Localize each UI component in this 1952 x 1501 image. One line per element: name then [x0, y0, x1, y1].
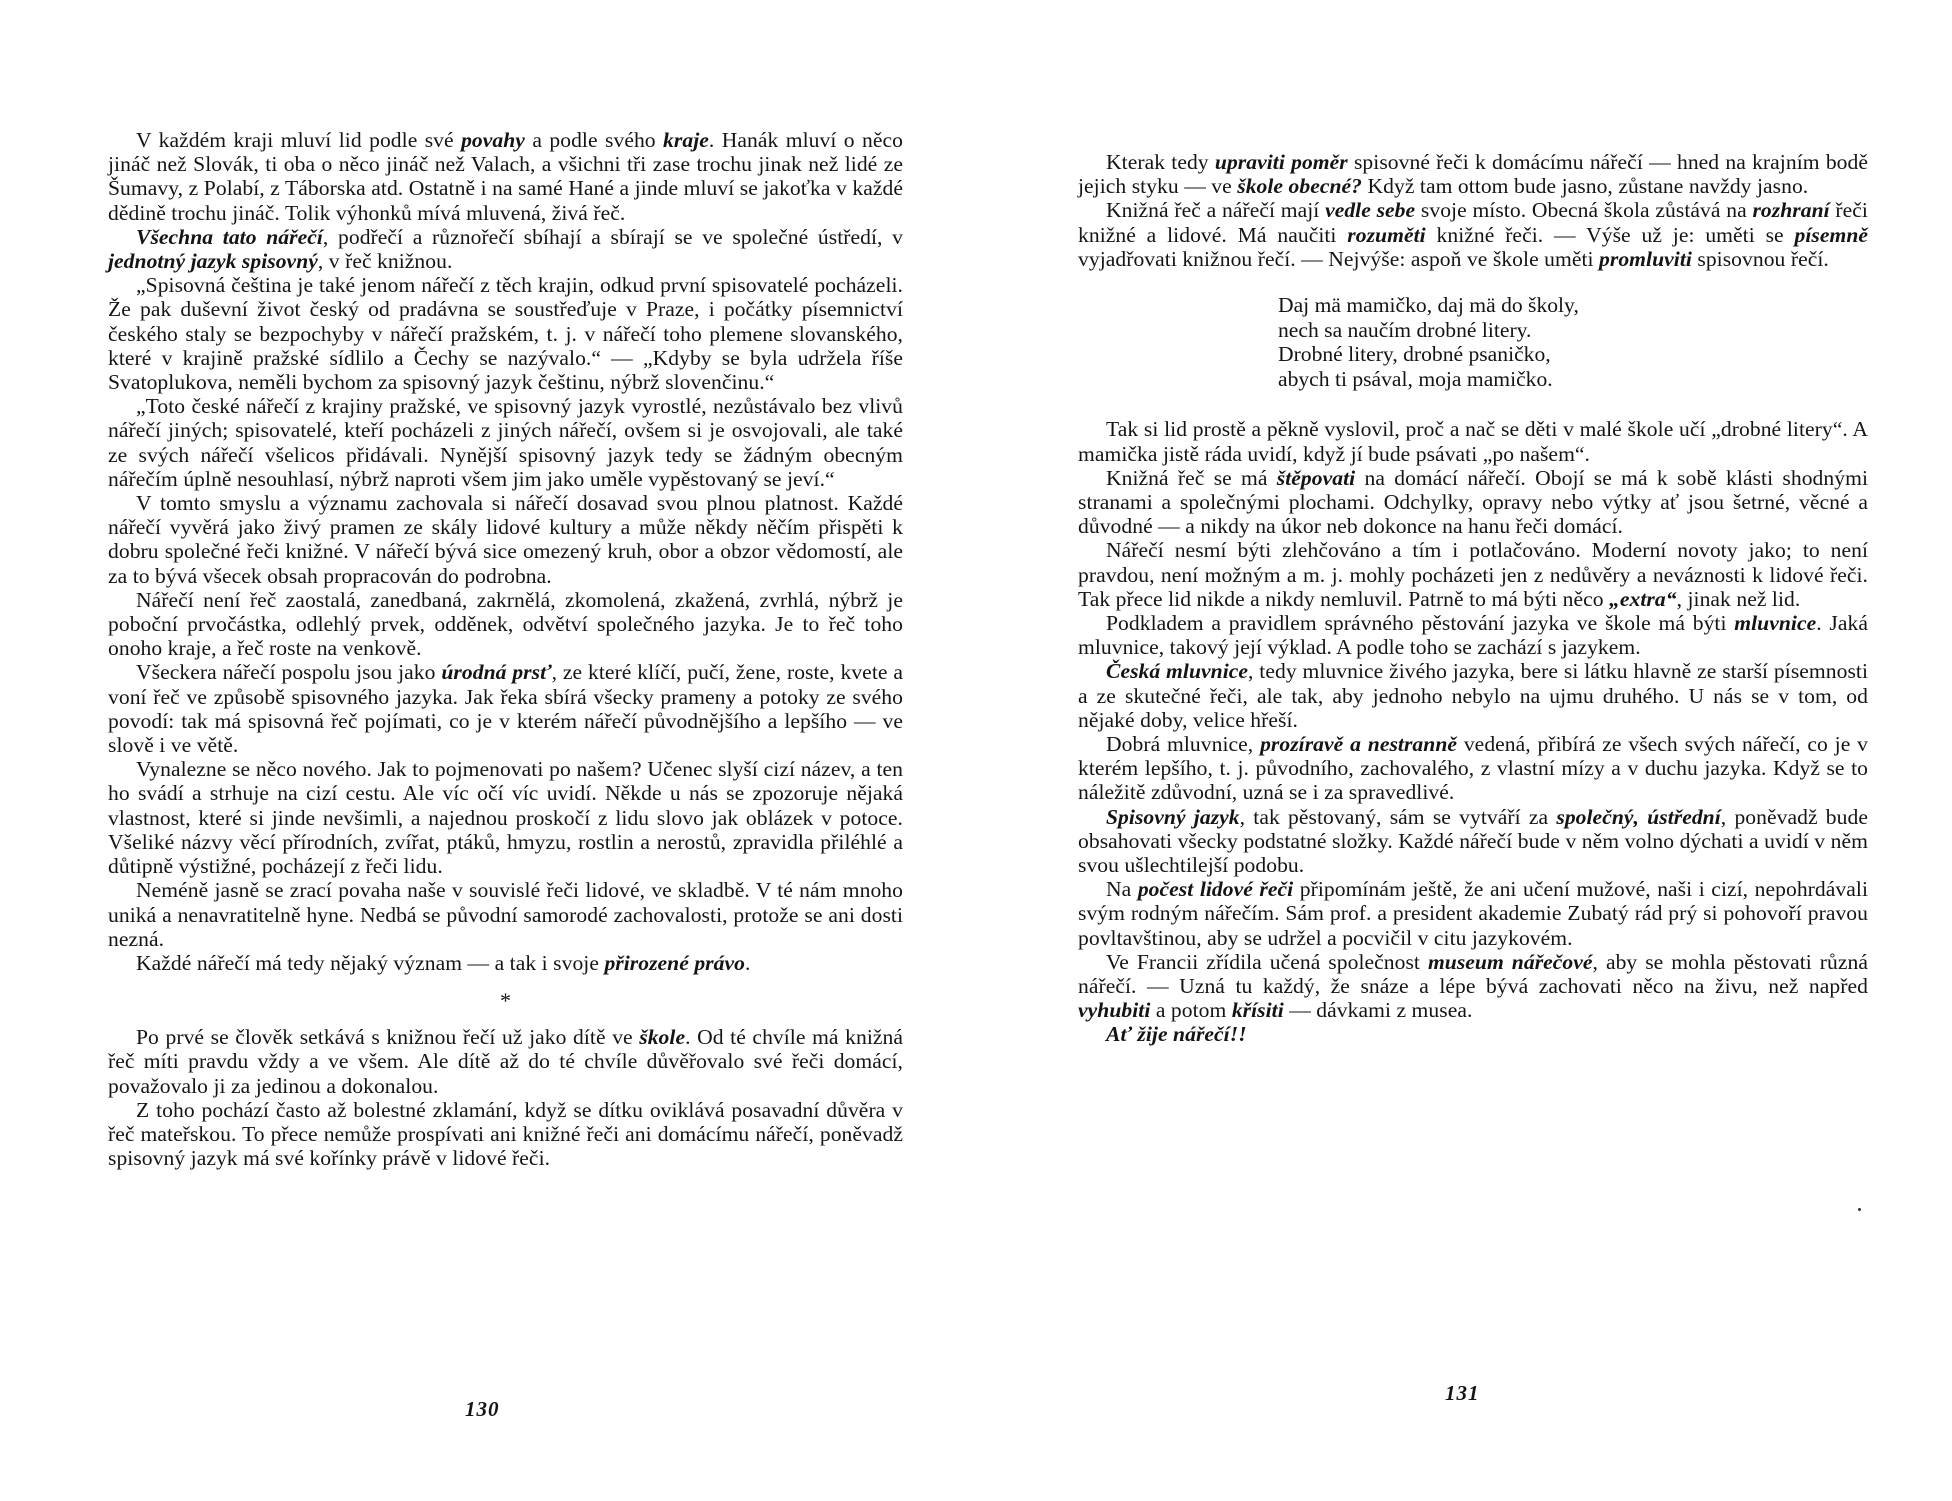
text-run: , tak pěstovaný, sám se vytváří za	[1239, 804, 1557, 829]
emphasized-text: Česká mluvnice	[1106, 659, 1249, 684]
emphasized-text: přirozené právo	[604, 950, 745, 975]
text-run: , tedy mluvnice živého jazyka, bere si látku hlavně ze starší písemnosti a ze skutečné řeči, ale tak, aby jednoho nebylo na ujmu druhého. U nás se v tom, od nějaké doby, velice hřeší.	[1078, 659, 1868, 732]
text-run: Ve Francii zřídila učená společnost	[1106, 949, 1428, 974]
paragraph	[1078, 877, 1868, 950]
text-run: knižné řeči. — Výše už je: uměti se	[1425, 222, 1795, 247]
emphasized-text: Spisovný jazyk	[1106, 804, 1240, 829]
text-run: spisovné řeči k domácímu nářečí — hned na krajním bodě jejich styku — ve	[1078, 150, 1868, 199]
text-run: Když tam ottom bude jasno, zůstane navždy jasno.	[1362, 174, 1809, 199]
paragraph: „Toto české nářečí z krajiny pražské, ve spisovný jazyk vyrostlé, nezůstávalo bez vlivů nářečí jiných; spisovatelé, kteří pocházeli z jiných nářečí, ovšem si je osvojovali, ale také ze svých nářečí všelicos přidávali. Nynější spisovný jazyk tedy se žádným obecným nářečím úplně nesouhlasí, nýbrž naproti všem jim jako uměle vypěstovaný se jeví.“	[108, 394, 903, 491]
text-run: , v řeč knižnou.	[317, 249, 453, 274]
text-run: Po prvé se člověk setkává s knižnou řečí už jako dítě ve	[136, 1025, 640, 1050]
text-run: , aby se mohla pěstovati různá nářečí. — Uzná tu každý, že snáze a lépe bývá zachovati něco na živu, než napřed	[1078, 949, 1869, 999]
page-number: 131	[1445, 1381, 1480, 1405]
folk-verse	[1278, 293, 1868, 391]
emphasized-text: písemně	[1794, 222, 1869, 247]
emphasized-text: škole obecné?	[1237, 174, 1363, 199]
emphasized-text: vyhubiti	[1078, 998, 1151, 1023]
text-run: Knižná řeč a nářečí mají	[1106, 198, 1326, 223]
text-run: .	[744, 950, 751, 975]
paragraph	[108, 660, 903, 757]
emphasized-text: společný, ústřední	[1556, 804, 1721, 829]
ink-speck	[1858, 1208, 1861, 1211]
paragraph: V tomto smyslu a významu zachovala si nářečí dosavad svou plnou platnost. Každé nářečí vyvěrá jako živý pramen ze skály lidové kultury a může někdy něčím přispěti k dobru společné řeči knižné. V nářečí bývá sice omezený kruh, obor a obzor vědomostí, ale za to bývá všecek obsah propracován do podrobna.	[108, 491, 903, 588]
text-run: připomínám ještě, že ani učení mužové, naši i cizí, nepohrdávali svým rodným nářečím. Sám prof. a president akademie Zubatý rád prý si pohovoří pravou povltavštinou, aby se udržel a pocvičil v citu jazykovém.	[1078, 877, 1868, 950]
paragraph	[108, 225, 903, 273]
paragraph	[1078, 538, 1868, 611]
paragraph	[1078, 950, 1868, 1023]
text-run: a potom	[1150, 998, 1232, 1023]
verse-line: Daj mä mamičko, daj mä do školy,	[1278, 293, 1579, 318]
emphasized-text: křísiti	[1231, 998, 1284, 1023]
text-run: řeči knižné a lidové. Má naučiti	[1078, 198, 1868, 247]
emphasized-text: počest lidové řeči	[1137, 877, 1294, 902]
paragraph	[1078, 611, 1868, 659]
text-run: spisovnou řečí.	[1691, 246, 1829, 271]
paragraph: „Spisovná čeština je také jenom nářečí z těch krajin, odkud první spisovatelé pocházeli. Že pak duševní život český od pradávna se soustřeďuje v Praze, i počátky písemnictví českého staly se bezpochyby v nářečí pražském, t. j. v nářečí toho plemene slovanského, které v krajině pražské sídlilo a Čechy se nazývalo.“ — „Kdyby se byla udržela říše Svatoplukova, neměli bychom za spisovný jazyk češtinu, nýbrž slovenčinu.“	[108, 273, 903, 395]
text-run: a podle svého	[524, 128, 664, 152]
paragraph: Neméně jasně se zrací povaha naše v souvislé řeči lidové, ve skladbě. V té nám mnoho uniká a nenavratitelně hyne. Nedbá se původní samorodé zachovalosti, protože se ani dosti nezná.	[108, 878, 903, 951]
text-run: — dávkami z musea.	[1283, 998, 1473, 1023]
text-run: , ze které klíčí, pučí, žene, roste, kvete a voní řeč ve způsobě spisovného jazyka. Jak řeka sbírá všecky prameny a potoky ze svého povodí: tak má spisovná řeč pojímati, co je v kterém nářečí původnějšího a lepšího — ve slově i ve větě.	[108, 660, 903, 758]
paragraph	[1078, 732, 1868, 805]
closing-exclamation: Ať žije nářečí!!	[1106, 1022, 1247, 1047]
verse-line: Drobné litery, drobné psaničko,	[1278, 342, 1551, 367]
section-separator: *	[500, 988, 511, 1014]
paragraph	[1078, 659, 1868, 732]
text-run: Dobrá mluvnice,	[1106, 732, 1261, 757]
emphasized-text: vedle sebe	[1325, 198, 1416, 223]
emphasized-text: upraviti poměr	[1214, 150, 1348, 174]
emphasized-text: mluvnice	[1734, 611, 1817, 636]
emphasized-text: kraje	[663, 128, 709, 152]
emphasized-text: Všechna tato nářečí	[136, 224, 323, 249]
text-run: vyjadřovati knižnou řečí. — Nejvýše: aspoň ve škole uměti	[1078, 246, 1600, 271]
text-run: Podkladem a pravidlem správného pěstování jazyka ve škole má býti	[1106, 611, 1735, 636]
text-run: , podřečí a různořečí sbíhají a sbírají se ve společné ústředí, v	[322, 224, 903, 249]
text-run: Nářečí nesmí býti zlehčováno a tím i potlačováno. Moderní novoty jako; to není pravdou, není možným a m. j. mohly pocházeti jen z nedůvěry a neváznosti k lidové řeči. Tak přece lid nikde a nikdy nemluvil. Patrně to má býti něco	[1078, 538, 1868, 611]
text-run: svoje místo. Obecná škola zůstává na	[1415, 198, 1753, 223]
paragraph	[1078, 466, 1868, 539]
text-run: V každém kraji mluví lid podle své	[136, 128, 462, 152]
paragraph: Vynalezne se něco nového. Jak to pojmenovati po našem? Učenec slyší cizí název, a ten ho svádí a strhuje na cizí cestu. Ale víc očí víc uvidí. Někde u nás se zpozoruje nějaká vlastnost, které si jinde nevšimli, a najednou proskočí z lidu slovo jak oblázek v potoce. Všeliké názvy věcí přírodních, zvířat, ptáků, hmyzu, rostlin a nerostů, zpravidla přiléhlé a důtipně výstižné, pocházejí z řeči lidu.	[108, 757, 903, 879]
emphasized-text: úrodná prsť	[441, 660, 552, 685]
emphasized-text: škole	[639, 1025, 686, 1050]
emphasized-text: povahy	[461, 128, 525, 152]
paragraph	[1078, 150, 1868, 198]
emphasized-text: štěpovati	[1276, 465, 1356, 490]
paragraph	[108, 128, 903, 225]
text-run: na domácí nářečí. Obojí se má k sobě klásti shodnými stranami a společnými plochami. Odchylky, opravy nebo výtky ať jsou šetrné, věcné a důvodné — a nikdy na úkor neb dokonce na hanu řeči domácí.	[1078, 465, 1868, 539]
emphasized-text: rozuměti	[1347, 222, 1426, 247]
emphasized-text: promluviti	[1599, 246, 1692, 271]
text-run: Všeckera nářečí pospolu jsou jako	[136, 660, 442, 685]
text-run: . Jaká mluvnice, takový její výklad. A podle toho se zachází s jazykem.	[1078, 611, 1868, 660]
verse-line: nech sa naučím drobné litery.	[1278, 317, 1532, 342]
text-run: , poněvadž bude obsahovati všecky podstatné složky. Každé nářečí bude v něm volno dýchati a uvidí v něm svou ušlechtilejší podobu.	[1078, 804, 1868, 878]
paragraph: Nářečí není řeč zaostalá, zanedbaná, zakrnělá, zkomolená, zkažená, zvrhlá, nýbrž je poboční prvočástka, odlehlý prvek, odděnek, odvětví společného jazyka. Je to řeč toho onoho kraje, a řeč roste na venkově.	[108, 587, 903, 661]
paragraph	[1078, 198, 1868, 271]
text-run: Kterak tedy	[1106, 150, 1215, 174]
paragraph	[108, 1025, 903, 1098]
paragraph	[108, 951, 903, 975]
verse-line: abych ti psával, moja mamičko.	[1278, 366, 1553, 391]
emphasized-text: museum nářečové	[1427, 949, 1593, 974]
emphasized-text: prozíravě a nestranně	[1260, 732, 1458, 757]
emphasized-text: „extra“	[1609, 586, 1677, 611]
paragraph	[1078, 805, 1868, 878]
text-run: , jinak než lid.	[1676, 586, 1801, 611]
page-number: 130	[465, 1397, 500, 1421]
left-page	[108, 128, 903, 1170]
emphasized-text: rozhraní	[1752, 198, 1830, 223]
paragraph: Tak si lid prostě a pěkně vyslovil, proč a nač se děti v malé škole učí „drobné litery“. A mamička jistě ráda uvidí, když jí bude psávati „po našem“.	[1078, 417, 1868, 466]
paragraph: Z toho pochází často až bolestné zklamání, když se dítku oviklává posavadní důvěra v řeč mateřskou. To přece nemůže prospívati ani knižné řeči ani domácímu nářečí, poněvadž spisovný jazyk má své kořínky právě v lidové řeči.	[108, 1097, 903, 1171]
emphasized-text: jednotný jazyk spisovný	[108, 249, 318, 274]
text-run: Každé nářečí má tedy nějaký význam — a tak i svoje	[136, 950, 605, 975]
text-run: Knižná řeč se má	[1106, 465, 1277, 490]
right-page	[1078, 150, 1868, 1047]
text-run: Na	[1106, 877, 1138, 902]
text-run: vedená, přibírá ze všech svých nářečí, co je v kterém lepšího, t. j. původního, zachovalého, z vlastní mízy a v duchu jazyka. Když se to náležitě zdůvodní, uzná se i za spravedlivé.	[1078, 732, 1868, 805]
text-run: . Hanák mluví o něco jináč než Slovák, ti oba o něco jináč než Valach, a všichni tři zase trochu jinak než lidé ze Šumavy, z Polabí, z Táborska atd. Ostatně i na samé Hané a jinde mluví se jakoťka v každé dědině trochu jináč. Tolik výhonků mívá mluvená, živá řeč.	[108, 128, 903, 225]
text-run: . Od té chvíle má knižná řeč míti pravdu vždy a ve všem. Ale dítě až do té chvíle důvěřovalo své řeči domácí, považovalo ji za jedinou a dokonalou.	[108, 1025, 903, 1098]
